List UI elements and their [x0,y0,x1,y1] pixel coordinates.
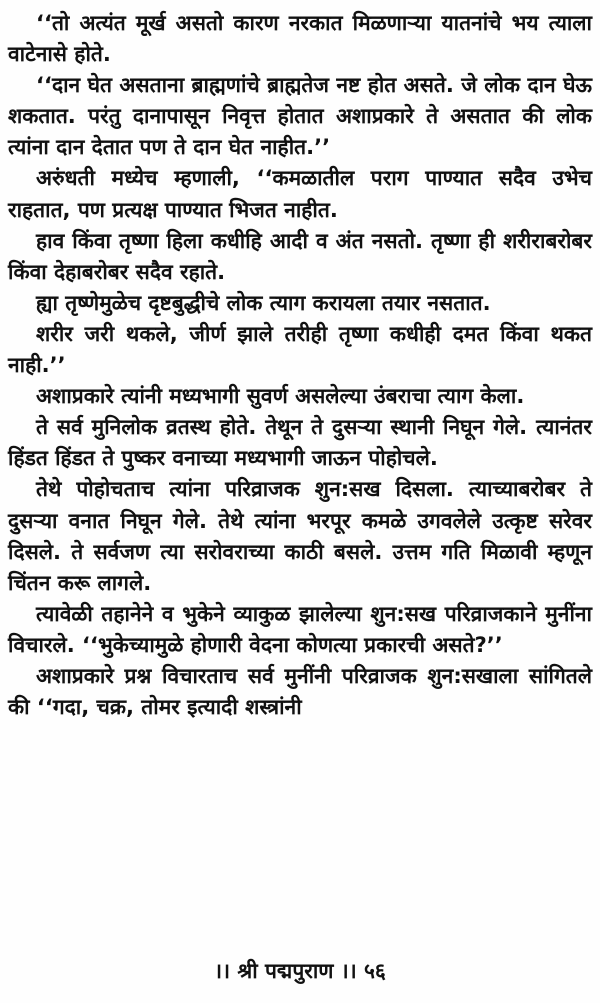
paragraph: ह्या तृष्णेमुळेच दृष्टबुद्धीचे लोक त्याग करायला तयार नसतात. [36,290,491,315]
page-body-text [8,8,592,723]
paragraph: अशाप्रकारे प्रश्न विचारताच सर्व मुनींनी परिव्राजक शुन:सखाला सांगितले की ‘‘गदा, चक्र, तोमर इत्यादी शस्त्रांनी [8,663,592,720]
paragraph: तेथे पोहोचताच त्यांना परिव्राजक शुन:सख दिसला. त्याच्याबरोबर ते दुसऱ्या वनात निघून गेले. तेथे त्यांना भरपूर कमळे उगवलेले उत्कृष्ट सरेवर दिसले. ते सर्वजण त्या सरोवराच्या काठी बसले. उत्तम गति मिळावी म्हणून चिंतन करू लागले. [8,477,592,595]
paragraph: अशाप्रकारे त्यांनी मध्यभागी सुवर्ण असलेल्या उंबराचा त्याग केला. [36,384,525,409]
paragraph: ‘‘दान घेत असताना ब्राह्मणांचे ब्राह्मतेज नष्ट होत असते. जे लोक दान घेऊ शकतात. परंतु दानापासून निवृत्त होतात अशाप्रकारे ते असतात की लोक त्यांना दान देतात पण ते दान घेत नाहीत.’’ [8,73,592,160]
page-footer: ।। श्री पद्मपुराण ।। ५६ [214,959,386,983]
paragraph: ते सर्व मुनिलोक व्रतस्थ होते. तेथून ते दुसऱ्या स्थानी निघून गेले. त्यानंतर हिंडत हिंडत ते पुष्कर वनाच्या मध्यभागी जाऊन पोहोचले. [8,415,592,471]
paragraph: अरुंधती मध्येच म्हणाली, ‘‘कमळातील पराग पाण्यात सदैव उभेच राहतात, पण प्रत्यक्ष पाण्यात भिजत नाहीत. [8,166,592,222]
paragraph: शरीर जरी थकले, जीर्ण झाले तरीही तृष्णा कधीही दमत किंवा थकत नाही.’’ [8,321,592,378]
paragraph: त्यावेळी तहानेने व भुकेने व्याकुळ झालेल्या शुन:सख परिव्राजकाने मुनींना विचारले. ‘‘भुकेच्यामुळे होणारी वेदना कोणत्या प्रकारची असते?’’ [8,601,592,657]
paragraph: ‘‘तो अत्यंत मूर्ख असतो कारण नरकात मिळणाऱ्या यातनांचे भय त्याला वाटेनासे होते. [8,11,592,67]
paragraph: हाव किंवा तृष्णा हिला कधीहि आदी व अंत नसतो. तृष्णा ही शरीराबरोबर किंवा देहाबरोबर सदैव रहाते. [8,228,592,284]
